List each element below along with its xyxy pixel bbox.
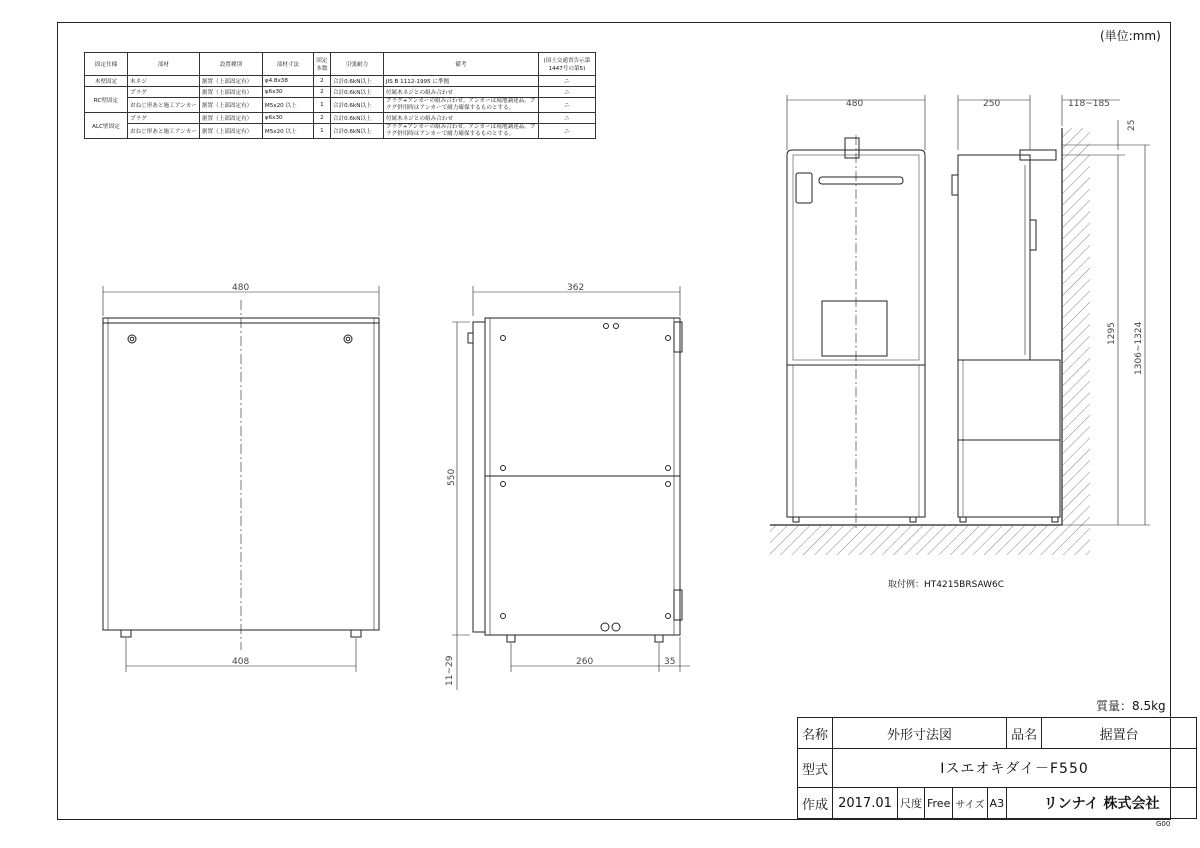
- foot-icon: [121, 630, 131, 637]
- dim-side-width: 362: [567, 283, 585, 293]
- wall-hatch: [1062, 128, 1090, 525]
- spec-count: 1: [313, 98, 330, 113]
- title-block: [797, 717, 1197, 819]
- spec-kind: 据置（上部固定有）: [199, 76, 262, 87]
- spec-count: 2: [313, 87, 330, 98]
- spec-part: おねじ形あと施工アンカー: [128, 98, 200, 113]
- spec-type: 木壁固定: [85, 76, 128, 87]
- dim-front-bottom: 408: [232, 657, 250, 667]
- spec-size: φ6x30: [262, 87, 313, 98]
- spec-kind: 据置（上部固定有）: [199, 124, 262, 139]
- spec-size: φ6x30: [262, 113, 313, 124]
- spec-header: 固定仕様: [85, 53, 128, 76]
- water-heater-side: [958, 155, 1030, 360]
- spec-part: 木ネジ: [128, 76, 200, 87]
- dim-example-top: 25: [1127, 119, 1137, 131]
- dim-example-gap: 118~185: [1068, 99, 1110, 109]
- product-value: 据置台: [1042, 718, 1197, 749]
- spec-strength: 合計0.6kN以上: [330, 76, 383, 87]
- floor-hatch: [770, 525, 1090, 555]
- spec-notice: ニ: [538, 124, 595, 139]
- spec-notice: ニ: [538, 98, 595, 113]
- spec-notice: ニ: [538, 113, 595, 124]
- product-label: 品名: [1007, 718, 1042, 749]
- created-label: 作成: [798, 788, 833, 819]
- spec-kind: 据置（上部固定有）: [199, 98, 262, 113]
- install-example-front: [787, 95, 925, 530]
- spec-count: 2: [313, 113, 330, 124]
- size-label: サイズ: [953, 788, 987, 819]
- dim-side-bottom: 260: [576, 657, 594, 667]
- dim-example-total: 1306~1324: [1134, 321, 1144, 375]
- bolt-hole-icon: [128, 335, 136, 343]
- spec-header: 部材寸法: [262, 53, 313, 76]
- side-view: [452, 286, 690, 690]
- spec-type: RC壁固定: [85, 87, 128, 113]
- spec-size: M5x20 以上: [262, 98, 313, 113]
- spec-kind: 据置（上部固定有）: [199, 87, 262, 98]
- spec-strength: 合計0.6kN以上: [330, 124, 383, 139]
- spec-header: 固定本数: [313, 53, 330, 76]
- spec-note: 付属木ネジとの組み合わせ: [383, 87, 538, 98]
- unit-label: (単位:mm): [1100, 29, 1161, 43]
- model-label: 型式: [798, 749, 833, 788]
- dim-side-height: 550: [447, 468, 457, 486]
- name-label: 名称: [798, 718, 833, 749]
- name-value: 外形寸法図: [833, 718, 1007, 749]
- spec-size: φ4.8x38: [262, 76, 313, 87]
- dim-front-width: 480: [232, 283, 250, 293]
- spec-note: プラグ+アンカーの組み合わせ。アンカーは現地調達品。プラグ併用時はアンカーで耐力確保するものとする。: [383, 98, 538, 113]
- company-name: リンナイ 株式会社: [1007, 788, 1197, 819]
- spec-part: プラグ: [128, 113, 200, 124]
- dim-example-depth: 250: [983, 99, 1001, 109]
- foot-icon: [507, 635, 515, 642]
- spec-header: (国土交通省告示第1447号の第5): [538, 53, 595, 76]
- scale-value: Free: [925, 788, 953, 819]
- install-example-side: [770, 95, 1150, 525]
- spec-part: プラグ: [128, 87, 200, 98]
- spec-notice: ニ: [538, 87, 595, 98]
- bolt-hole-icon: [344, 335, 352, 343]
- front-view: [103, 286, 379, 672]
- install-example-label: 取付例：HT4215BRSAW6C: [888, 580, 1005, 590]
- spec-strength: 合計0.6kN以上: [330, 98, 383, 113]
- spec-header: 設置種別: [199, 53, 262, 76]
- spec-notice: ニ: [538, 76, 595, 87]
- spec-note: プラグ+アンカーの組み合わせ。アンカーは現地調達品。プラグ併用時はアンカーで耐力確保するものとする。: [383, 124, 538, 139]
- spec-note: 付属木ネジとの組み合わせ: [383, 113, 538, 124]
- dim-foot-range: 11~29: [445, 655, 455, 686]
- spec-count: 1: [313, 124, 330, 139]
- stand-side: [958, 360, 1060, 517]
- size-value: A3: [987, 788, 1007, 819]
- spec-strength: 合計0.6kN以上: [330, 113, 383, 124]
- sheet-code: G00: [1156, 820, 1171, 828]
- spec-count: 2: [313, 76, 330, 87]
- spec-header: 備考: [383, 53, 538, 76]
- dim-example-height: 1295: [1107, 322, 1117, 345]
- scale-label: 尺度: [898, 788, 925, 819]
- foot-icon: [655, 635, 663, 642]
- spec-header: 部材: [128, 53, 200, 76]
- spec-strength: 合計0.6kN以上: [330, 87, 383, 98]
- spec-note: JIS B 1112-1995 に準拠: [383, 76, 538, 87]
- spec-kind: 据置（上部固定有）: [199, 113, 262, 124]
- dim-example-width: 480: [846, 99, 864, 109]
- model-value: Iスエオキダイ－F550: [833, 749, 1197, 788]
- foot-icon: [351, 630, 361, 637]
- spec-size: M5x20 以上: [262, 124, 313, 139]
- weight-label: 質量：8.5kg: [1096, 699, 1166, 713]
- spec-part: おねじ形あと施工アンカー: [128, 124, 200, 139]
- created-value: 2017.01: [833, 788, 898, 819]
- spec-header: 引張耐力: [330, 53, 383, 76]
- spec-type: ALC壁固定: [85, 113, 128, 139]
- dim-side-offset: 35: [664, 657, 676, 667]
